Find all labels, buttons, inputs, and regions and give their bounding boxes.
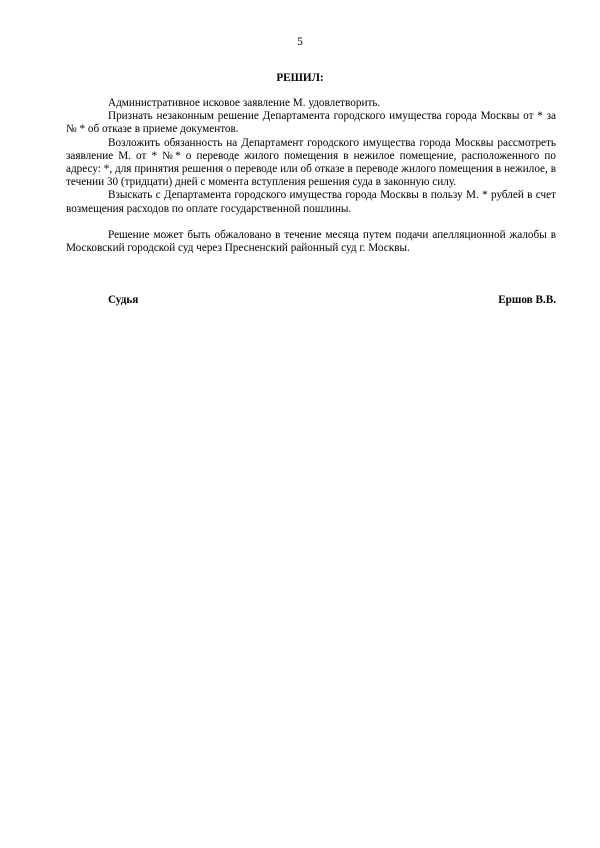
paragraph-satisfy-claim: Административное исковое заявление М. удовлетворить. bbox=[108, 97, 381, 109]
page-number: 5 bbox=[297, 36, 303, 48]
decision-heading: РЕШИЛ: bbox=[276, 72, 324, 84]
paragraph-spacer bbox=[66, 216, 556, 229]
paragraph-appeal-note: Решение может быть обжаловано в течение месяца путем подачи апелляционной жалобы в Московский городской суд через Пресненский районный суд г. Москвы. bbox=[66, 228, 556, 255]
judge-title: Судья bbox=[108, 294, 139, 306]
paragraph-declare-unlawful: Признать незаконным решение Департамента городского имущества города Москвы от * за № * об отказе в приеме документов. bbox=[66, 110, 556, 136]
judge-name: Ершов В.В. bbox=[498, 294, 556, 306]
document-body bbox=[66, 97, 556, 255]
paragraph-impose-obligation: Возложить обязанность на Департамент городского имущества города Москвы рассмотреть заявление М. от * №* о переводе жилого помещения в нежилое помещение, расположенного по адресу: *, для принятия решения о переводе или об отказе в переводе жилого помещения в нежилое, в течении 30 (тридцати) дней с момента вступления решения суда в законную силу. bbox=[66, 136, 556, 189]
signature-block bbox=[108, 294, 556, 307]
paragraph-recover-costs: Взыскать с Департамента городского имущества города Москвы в пользу М. * рублей в счет возмещения расходов по оплате государственной пошлины. bbox=[66, 189, 556, 215]
